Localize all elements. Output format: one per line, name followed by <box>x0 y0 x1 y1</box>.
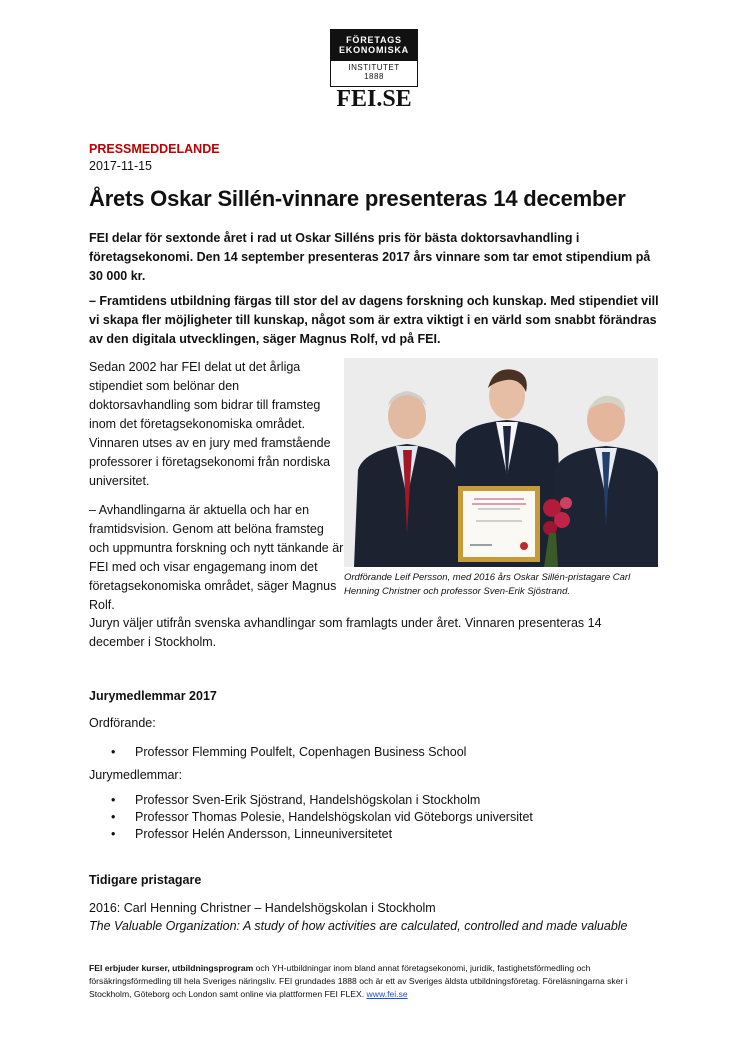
press-release-label: PRESSMEDDELANDE <box>89 142 220 156</box>
list-item: • Professor Sven-Erik Sjöstrand, Handelshögskolan i Stockholm <box>89 792 533 809</box>
award-photo-illustration <box>344 358 658 567</box>
footer-text <box>89 962 669 1001</box>
members-label: Jurymedlemmar: <box>89 768 183 782</box>
page-title: Årets Oskar Sillén-vinnare presenteras 14 december <box>89 186 626 211</box>
press-release-date: 2017-11-15 <box>89 159 153 173</box>
logo-line-1: FÖRETAGS <box>346 35 402 45</box>
body-paragraph-1: Sedan 2002 har FEI delat ut det årliga stipendiet som belönar den doktorsavhandling som bidrar till framsteg inom det företagsekonomiska området. Vinnaren utses av en jury med framstående professorer i företagsekonomi från nordiska universitet. <box>89 360 331 488</box>
logo-badge-bottom <box>331 63 417 81</box>
quote-paragraph: – Framtidens utbildning färgas till stor del av dagens forskning och kunskap. Med stipendiet vill vi skapa fler möjligheter till kunskap, något som är extra viktigt i en värld som snabbt förändras av den digitala utvecklingen, säger Magnus Rolf, vd på FEI. <box>89 294 659 346</box>
chair-label: Ordförande: <box>89 716 156 730</box>
previous-thesis-title: The Valuable Organization: A study of how activities are calculated, controlled and made valuable <box>89 919 628 933</box>
list-item: • Professor Helén Andersson, Linneuniversitetet <box>89 826 533 843</box>
list-item: • Professor Flemming Poulfelt, Copenhagen Business School <box>89 744 466 761</box>
previous-winners-heading: Tidigare pristagare <box>89 873 202 887</box>
logo-brand: FEI.SE <box>336 86 412 112</box>
award-photo <box>344 358 658 567</box>
photo-caption: Ordförande Leif Persson, med 2016 års Oskar Sillén-pristagare Carl Henning Christner och professor Sven-Erik Sjöstrand. <box>344 572 631 597</box>
body-paragraph-2: – Avhandlingarna är aktuella och har en framtidsvision. Genom att belöna framsteg och uppmuntra forskning och nytt tänkande är FEI med och visar engagemang inom det företagsekonomiska området, säger Magnus Rolf. <box>89 503 344 612</box>
lead-paragraph: FEI delar för sextonde året i rad ut Oskar Silléns pris för bästa doktorsavhandling i företagsekonomi. Den 14 september presenteras 2017 års vinnare som tar emot stipendium på 30 000 kr. <box>89 231 651 283</box>
jury-selection-paragraph: Juryn väljer utifrån svenska avhandlingar som framlagts under året. Vinnaren presenteras 14 december i Stockholm. <box>89 616 602 649</box>
logo-line-3: INSTITUTET <box>348 63 400 72</box>
chair-list <box>89 744 466 761</box>
list-item: • Professor Thomas Polesie, Handelshögskolan vid Göteborgs universitet <box>89 809 533 826</box>
jury-heading: Jurymedlemmar 2017 <box>89 689 217 703</box>
logo-badge <box>330 29 418 87</box>
logo-line-4: 1888 <box>364 72 384 81</box>
members-list <box>89 792 533 843</box>
footer-bold: FEI erbjuder kurser, utbildningsprogram <box>89 963 254 973</box>
previous-winner: 2016: Carl Henning Christner – Handelshögskolan i Stockholm <box>89 901 436 915</box>
footer-website-link[interactable]: www.fei.se <box>366 989 408 999</box>
footer-body: och YH-utbildningar inom bland annat företagsekonomi, juridik, fastighetsförmedling och försäkringsförmedling till hela Sveriges näringsliv. FEI grundades 1888 och är ett av Sveriges äldsta utbildningsföretag. Föreläsningarna sker i Stockholm, Göteborg och London samt online via plattformen FEI FLEX. <box>89 963 628 999</box>
logo-line-2: EKONOMISKA <box>338 45 409 55</box>
body-column <box>89 358 344 625</box>
logo-badge-top <box>331 30 417 61</box>
